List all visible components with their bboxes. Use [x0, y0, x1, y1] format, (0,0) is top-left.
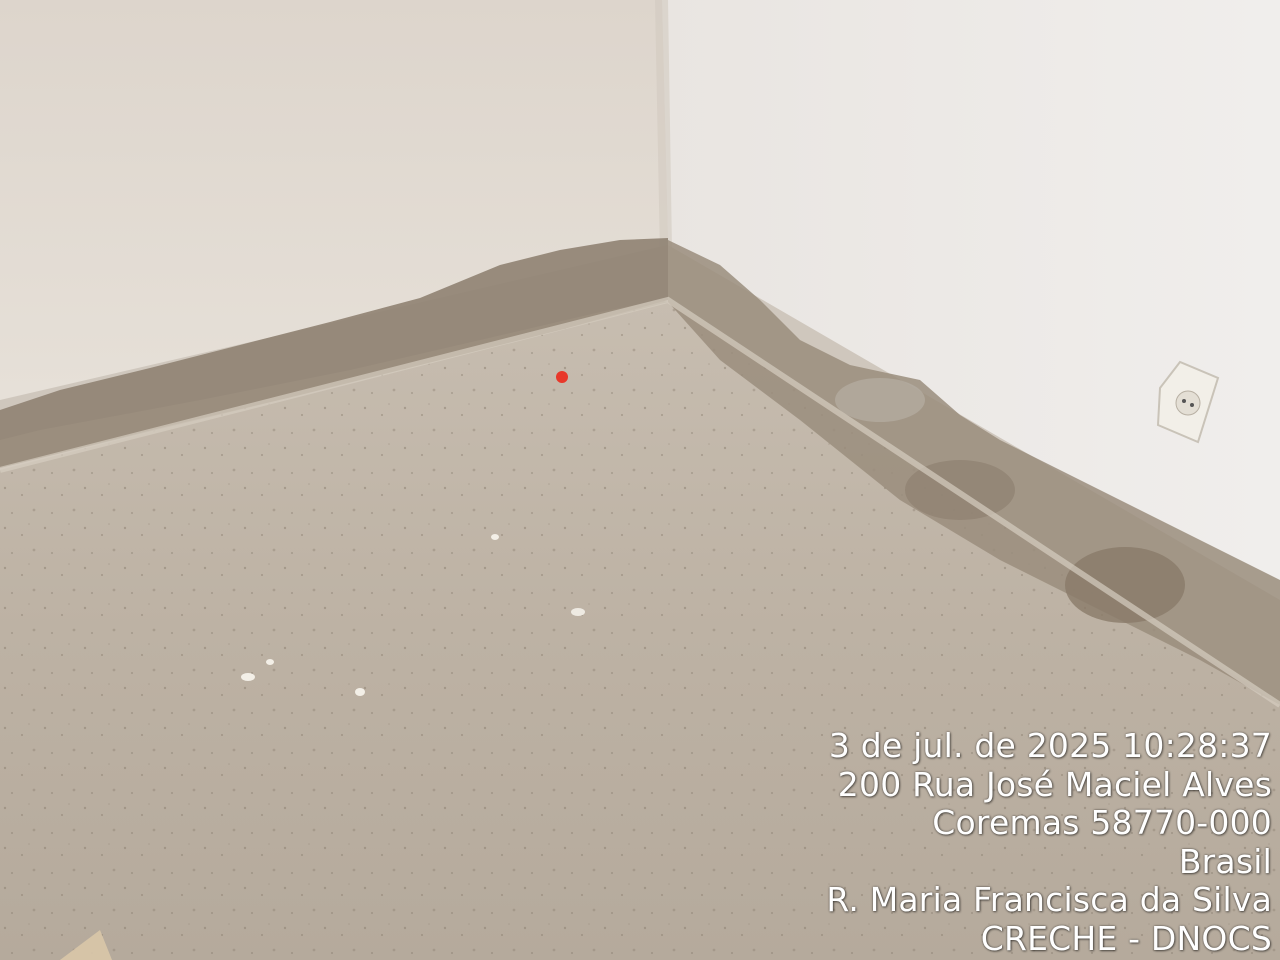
- stamp-datetime: 3 de jul. de 2025 10:28:37: [828, 726, 1272, 765]
- stamp-country: Brasil: [1178, 841, 1272, 881]
- bottle-cap: [556, 371, 568, 383]
- photo-stamp: [826, 727, 1272, 958]
- stamp-location-name: R. Maria Francisca da Silva: [826, 880, 1272, 919]
- stamp-street: 200 Rua José Maciel Alves: [837, 764, 1272, 804]
- stamp-city: Coremas 58770-000: [932, 803, 1272, 842]
- stamp-project: CRECHE - DNOCS: [980, 918, 1272, 958]
